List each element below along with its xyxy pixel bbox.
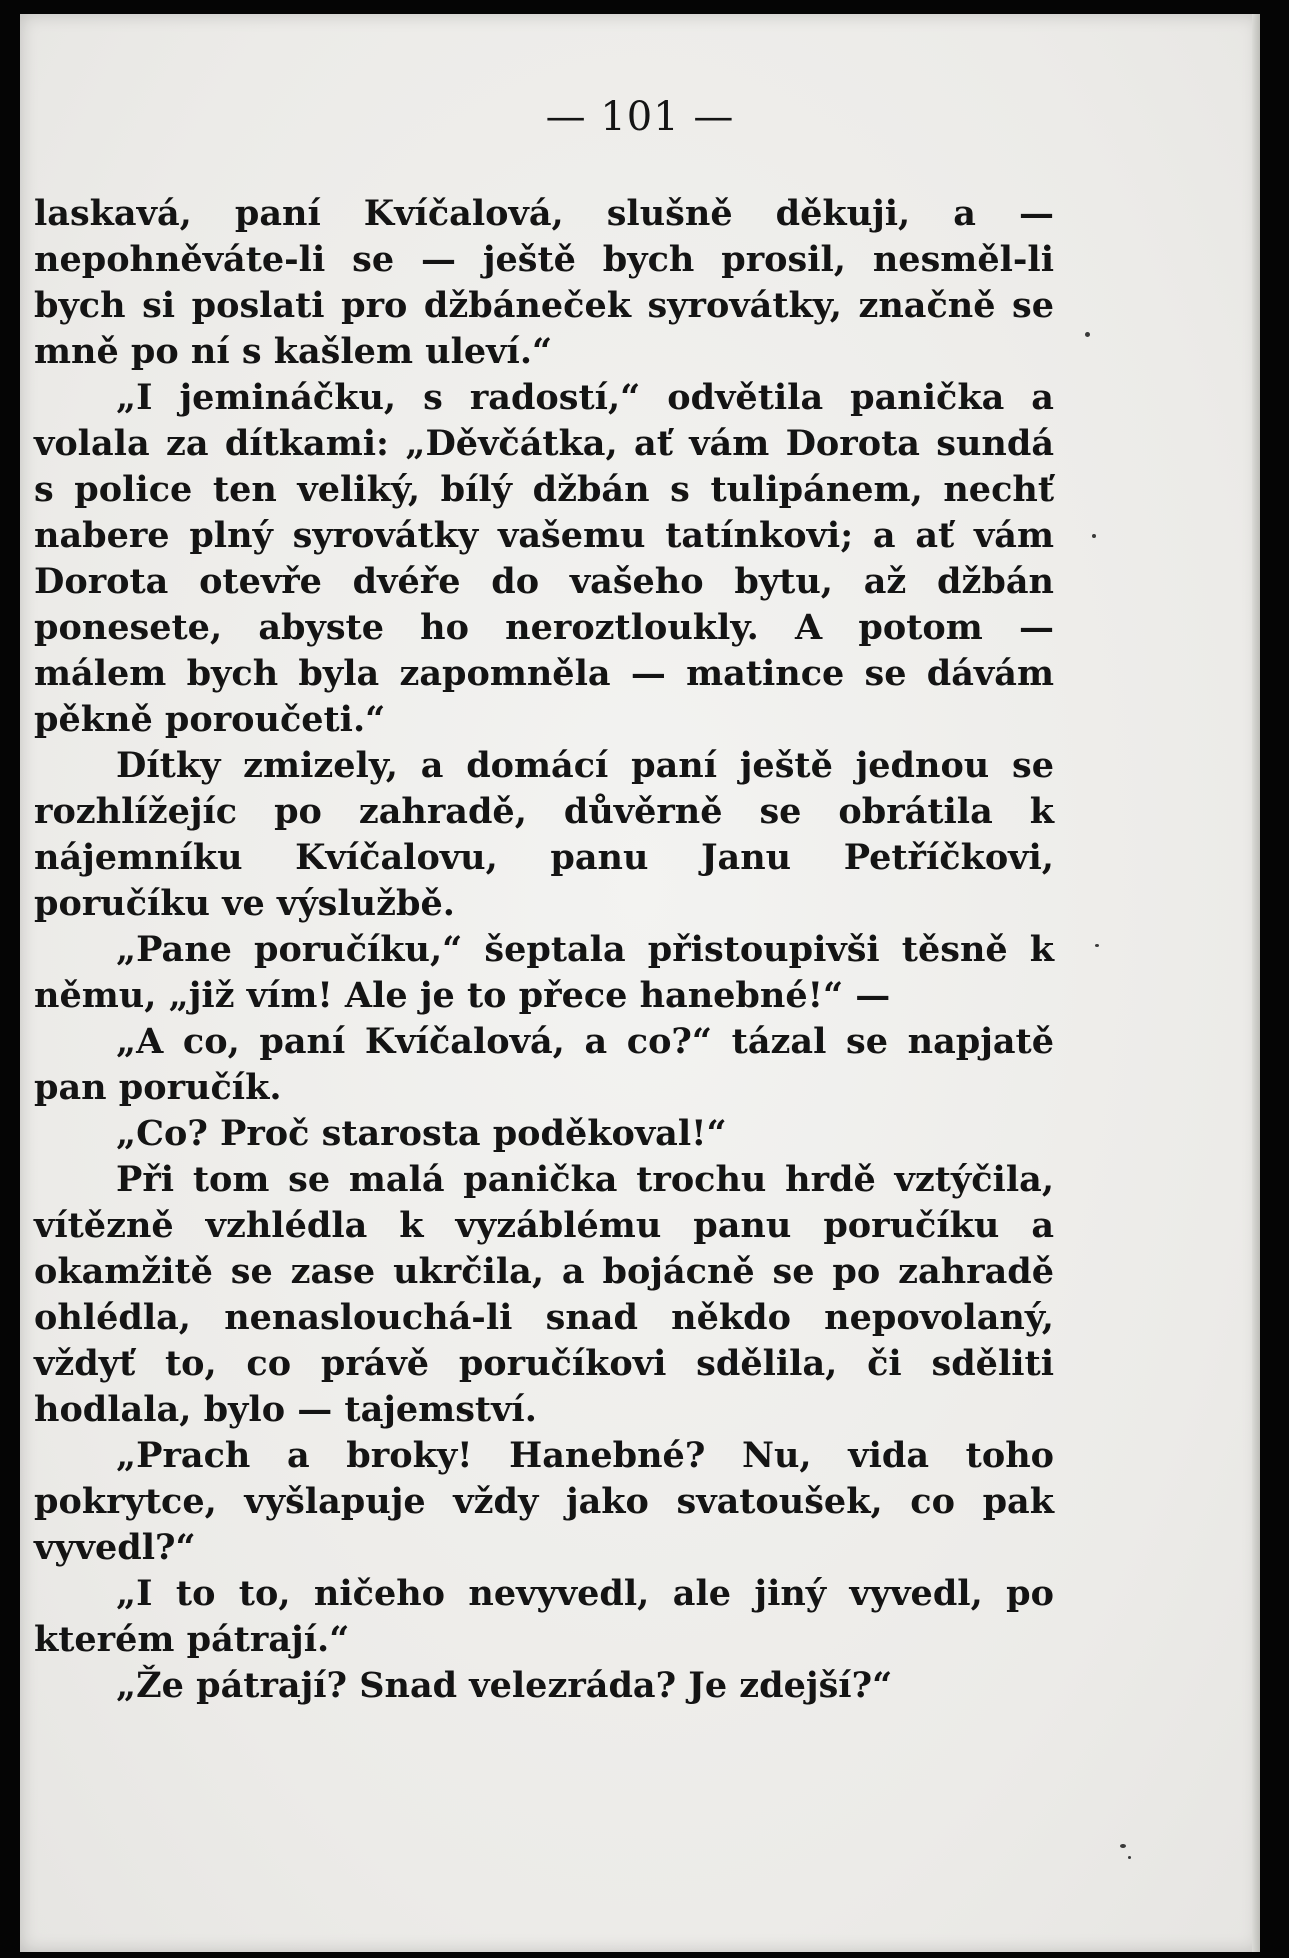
page-number: — 101 — [545,94,735,140]
print-speck [1128,1856,1131,1859]
body-text [34,191,1054,1709]
paragraph-5: „A co, paní Kvíčalová, a co?“ tázal se napjatě pan poručík. [34,1021,1054,1108]
paragraph-7: Při tom se malá panička trochu hrdě vztýčila, vítězně vzhlédla k vyzáblému panu poručíku a okamžitě se zase ukrčila, a bojácně se po zahradě ohlédla, nenaslouchá-li snad někdo nepovolaný, vždyť to, co právě poručíkovi sdělila, či sděliti hodlala, bylo — tajemství. [34,1159,1054,1430]
print-speck [1085,332,1090,337]
paragraph-6: „Co? Proč starosta poděkoval!“ [116,1113,727,1154]
book-page [20,14,1260,1952]
paragraph-8: „Prach a broky! Hanebné? Nu, vida toho pokrytce, vyšlapuje vždy jako svatoušek, co pak vyvedl?“ [34,1435,1054,1568]
print-speck [1092,534,1096,538]
paragraph-3: Dítky zmizely, a domácí paní ještě jednou se rozhlížejíc po zahradě, důvěrně se obrátila k nájemníku Kvíčalovu, panu Janu Petříčkovi, poručíku ve výslužbě. [34,745,1054,924]
paragraph-1: laskavá, paní Kvíčalová, slušně děkuji, a — nepohněváte-li se — ještě bych prosil, nesměl-li bych si poslati pro džbáneček syrovátky, značně se mně po ní s kašlem uleví.“ [34,193,1054,372]
print-speck [1120,1844,1126,1848]
print-speck [1095,944,1099,947]
paragraph-4: „Pane poručíku,“ šeptala přistoupivši těsně k němu, „již vím! Ale je to přece hanebné!“ — [34,929,1054,1016]
paragraph-9: „I to to, ničeho nevyvedl, ale jiný vyvedl, po kterém pátrají.“ [34,1573,1054,1660]
page-edge-shadow [1252,14,1260,1952]
paragraph-10: „Že pátrají? Snad velezráda? Je zdejší?“ [116,1665,893,1706]
paragraph-2: „I jemináčku, s radostí,“ odvětila panička a volala za dítkami: „Děvčátka, ať vám Dorota sundá s police ten veliký, bílý džbán s tulipánem, nechť nabere plný syrovátky vašemu tatínkovi; a ať vám Dorota otevře dvéře do vašeho bytu, až džbán ponesete, abyste ho neroztloukly. A potom — málem bych byla zapomněla — matince se dávám pěkně poroučeti.“ [34,377,1054,740]
